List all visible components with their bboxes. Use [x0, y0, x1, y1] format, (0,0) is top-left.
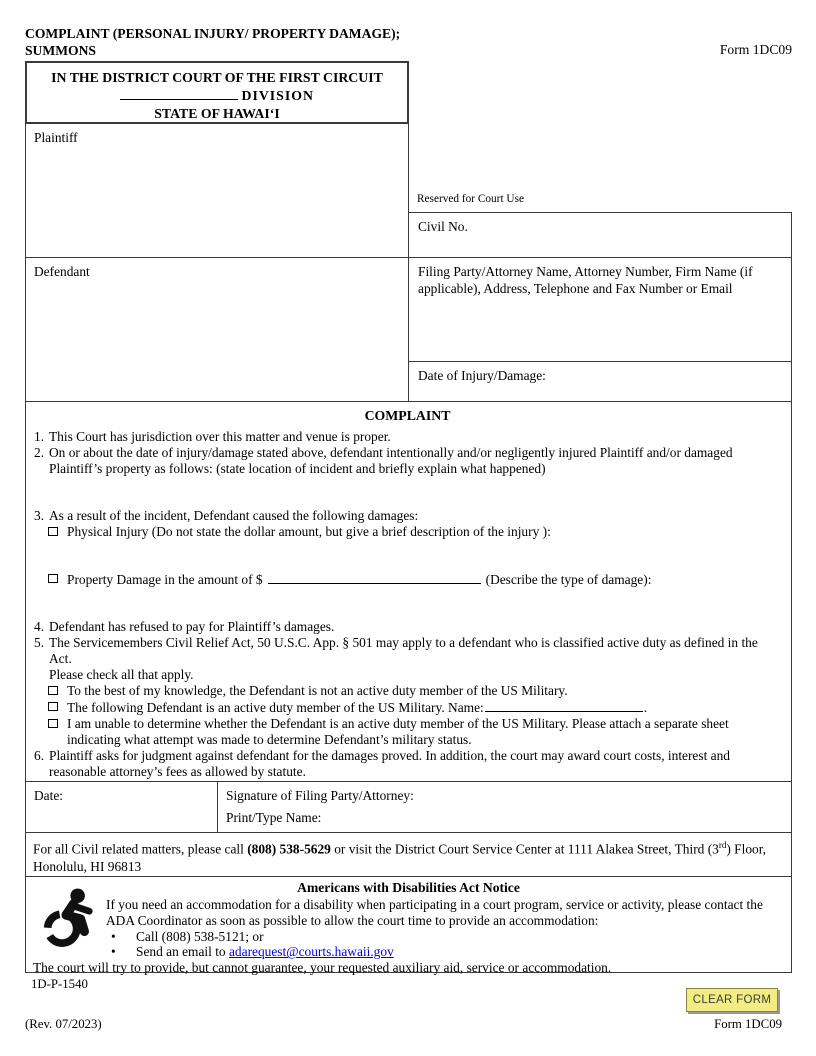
- complaint-section: [25, 401, 792, 782]
- bullet-icon: •: [111, 944, 116, 960]
- civil-number-field[interactable]: [408, 212, 792, 258]
- clear-form-button[interactable]: CLEAR FORM: [686, 988, 778, 1012]
- revision-date: (Rev. 07/2023): [25, 1017, 102, 1031]
- item-3-text: As a result of the incident, Defendant caused the following damages:: [49, 508, 419, 523]
- document-title-line1: COMPLAINT (PERSONAL INJURY/ PROPERTY DAMAGE);: [25, 26, 401, 41]
- reserved-for-court-use-label: Reserved for Court Use: [417, 193, 524, 205]
- property-amount-blank[interactable]: [268, 571, 481, 584]
- date-label: Date:: [34, 788, 63, 803]
- military-active-row: [48, 699, 781, 716]
- complaint-item-4: [34, 619, 781, 635]
- bullet-icon: •: [111, 928, 116, 944]
- property-damage-checkbox[interactable]: [48, 574, 58, 583]
- property-damage-row: [48, 571, 781, 588]
- military-unknown-row: [48, 716, 781, 748]
- physical-injury-checkbox[interactable]: [48, 527, 58, 536]
- complaint-item-3: [34, 508, 781, 524]
- accessibility-icon: [38, 887, 96, 947]
- document-code: 1D-P-1540: [31, 977, 88, 991]
- division-label: DIVISION: [241, 88, 314, 103]
- military-unknown-label: I am unable to determine whether the Defendant is an active duty member of the US Military. Please attach a separate sheet indicating what attempt was made to determine Defendant’s military status.: [67, 716, 729, 747]
- item-6-number: 6.: [34, 748, 45, 763]
- signature-label: Signature of Filing Party/Attorney:: [226, 788, 414, 803]
- complaint-item-5: [34, 635, 781, 683]
- item-2-number: 2.: [34, 445, 45, 460]
- military-active-checkbox[interactable]: [48, 702, 58, 711]
- filing-party-field[interactable]: [408, 257, 792, 362]
- military-unknown-checkbox[interactable]: [48, 719, 58, 728]
- plaintiff-label: Plaintiff: [34, 130, 78, 145]
- division-line: [27, 87, 407, 105]
- injury-date-label: Date of Injury/Damage:: [418, 368, 546, 383]
- form-number-bottom: Form 1DC09: [714, 1017, 782, 1031]
- service-center-notice: For all Civil related matters, please call (808) 538-5629 or visit the District Court Service Center at 1111 Alakea Street, Third (3rd) Floor, Honolulu, HI 96813: [25, 832, 792, 877]
- document-title-line2: SUMMONS: [25, 43, 96, 58]
- signature-field[interactable]: [217, 781, 792, 833]
- defendant-field[interactable]: [25, 257, 409, 403]
- division-blank[interactable]: [120, 87, 238, 100]
- military-not-active-label: To the best of my knowledge, the Defendant is not an active duty member of the US Military.: [67, 683, 568, 698]
- document-title: [25, 25, 625, 59]
- form-number-top: Form 1DC09: [719, 42, 792, 57]
- state-name: STATE OF HAWAIʻI: [154, 106, 280, 121]
- ada-notice-box: [25, 876, 792, 976]
- injury-date-field[interactable]: [408, 361, 792, 402]
- military-name-blank[interactable]: [485, 699, 643, 712]
- property-damage-label: Property Damage in the amount of $ (Describe the type of damage):: [67, 572, 652, 587]
- print-name-label: Print/Type Name:: [226, 810, 322, 825]
- plaintiff-field[interactable]: [25, 123, 409, 258]
- ada-email-link[interactable]: adarequest@courts.hawaii.gov: [228, 944, 394, 960]
- ada-bullet-email: • Send an email to adarequest@courts.hawaii.gov: [106, 944, 791, 960]
- court-name: IN THE DISTRICT COURT OF THE FIRST CIRCUIT: [51, 70, 383, 85]
- ada-footer-text: The court will try to provide, but cannot guarantee, your requested auxiliary aid, service or accommodation.: [33, 960, 612, 976]
- item-4-text: Defendant has refused to pay for Plaintiff’s damages.: [49, 619, 335, 634]
- date-field[interactable]: [25, 781, 218, 833]
- ada-heading: Americans with Disabilities Act Notice: [297, 880, 520, 895]
- item-2-text: On or about the date of injury/damage stated above, defendant intentionally and/or negligently injured Plaintiff and/or damaged Plaintiff’s property as follows: (state location of incident and briefly explain what happened): [49, 445, 733, 476]
- item-4-number: 4.: [34, 619, 45, 634]
- service-phone: (808) 538-5629: [247, 841, 331, 857]
- military-not-active-checkbox[interactable]: [48, 686, 58, 695]
- item-6-text: Plaintiff asks for judgment against defendant for the damages proved. In addition, the court may award court costs, interest and reasonable attorney’s fees as allowed by statute.: [49, 748, 730, 779]
- physical-injury-label: Physical Injury (Do not state the dollar amount, but give a brief description of the injury ):: [67, 524, 551, 539]
- civil-number-label: Civil No.: [418, 219, 468, 234]
- court-caption-box: [25, 61, 409, 124]
- item-5-text: The Servicemembers Civil Relief Act, 50 U.S.C. App. § 501 may apply to a defendant who is classified active duty as defined in the Act. Please check all that apply.: [49, 635, 758, 682]
- item-1-text: This Court has jurisdiction over this matter and venue is proper.: [49, 429, 391, 444]
- item-3-number: 3.: [34, 508, 45, 523]
- item-1-number: 1.: [34, 429, 45, 444]
- ada-bullet-call: • Call (808) 538-5121; or: [106, 929, 791, 945]
- filing-party-label: Filing Party/Attorney Name, Attorney Number, Firm Name (if applicable), Address, Telephone and Fax Number or Email: [418, 264, 753, 296]
- complaint-item-6: [34, 748, 781, 780]
- defendant-label: Defendant: [34, 264, 90, 279]
- military-active-label: The following Defendant is an active duty member of the US Military. Name: .: [67, 700, 648, 715]
- military-not-active-row: [48, 683, 781, 699]
- complaint-item-1: [34, 429, 781, 445]
- complaint-item-2: [34, 445, 781, 477]
- complaint-heading: COMPLAINT: [364, 408, 451, 423]
- ada-body-text: If you need an accommodation for a disability when participating in a court program, service or activity, please contact the ADA Coordinator as soon as possible to allow the court time to provide an accommodation:: [106, 897, 763, 928]
- physical-injury-row: [48, 524, 781, 540]
- item-5-number: 5.: [34, 635, 45, 650]
